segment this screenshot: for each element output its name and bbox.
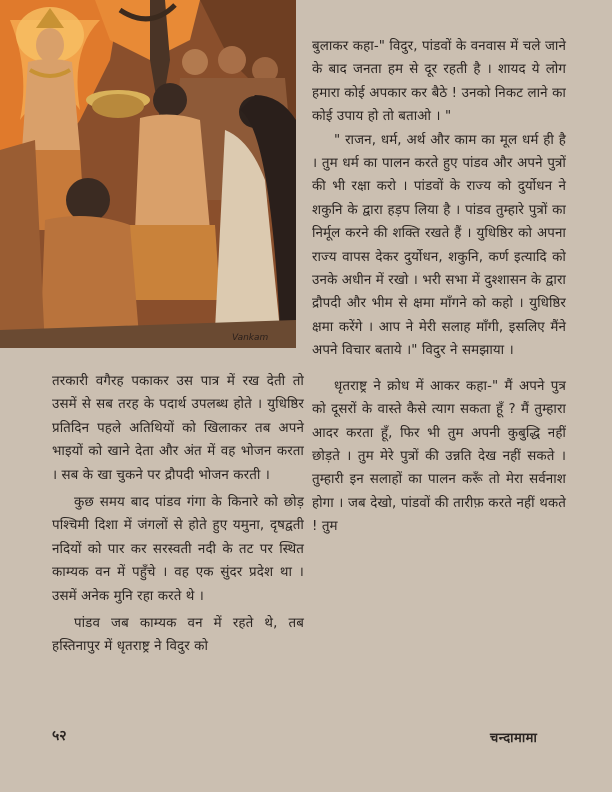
paragraph: तरकारी वगैरह पकाकर उस पात्र में रख देती तो उसमें से सब तरह के पदार्थ उपलब्ध होते । युधिष्ठिर प्रतिदिन पहले अतिथियों को खिलाकर तब अपने भाइयों को खाने देता और अंत में वह भोजन करता । सब के खा चुकने पर द्रौपदी भोजन करती । <box>52 374 304 483</box>
god-body <box>22 59 80 155</box>
right-text-column <box>312 35 566 539</box>
paragraph: " राजन, धर्म, अर्थ और काम का मूल धर्म ही है । तुम धर्म का पालन करते हुए पांडव और अपने पुत्रों की भी रक्षा करो । पांडवों के राज्य को दुर्योधन ने शकुनि के द्वारा हड़प लिया है । पांडव तुम्हारे पुत्रों का निर्मूल करने की शक्ति रखते हैं । युधिष्ठिर को अपना राज्य वापस देकर दुर्योधन, शकुनि, कर्ण इत्यादि को उनके अधीन में रखो । भरी सभा में दुश्शासन के द्वारा द्रौपदी और भीम से क्षमा माँगने को कहो । युधिष्ठिर क्षमा करेंगे । आप ने मेरी सलाह माँगी, इसलिए मैंने अपने विचार बताये ।" विदुर ने समझाया । <box>312 132 566 359</box>
central-man-dhoti <box>125 225 220 300</box>
paragraph: धृतराष्ट्र ने क्रोध में आकर कहा-" मैं अपने पुत्र को दूसरों के वास्ते कैसे त्याग सकता हूँ ? मैं तुम्हारा आदर करता हूँ, फिर भी तुम अपनी कुबुद्धि नहीं छोड़ते । तुम मेरे पुत्रों की उन्नति देख नहीं सकते । तुम्हारी इन सलाहों का पालन करूँ तो मेरा सर्वनाश होगा । जब देखो, पांडवों की तारीफ़ करते नहीं थकते ! तुम <box>312 378 566 535</box>
central-man-head <box>153 83 187 117</box>
paragraph: पांडव जब काम्यक वन में रहते थे, तब हस्तिनापुर में धृतराष्ट्र ने विदुर को <box>52 616 304 655</box>
left-man-head <box>66 178 110 222</box>
paragraph: बुलाकर कहा-" विदुर, पांडवों के वनवास में चले जाने के बाद जनता हम से दूर रहती है । शायद ये लोग हमारा कोई अपकार कर बैठे ! उनको निकट लाने का कोई उपाय हो तो बताओ । " <box>312 39 566 125</box>
central-man-back <box>135 114 210 230</box>
vessel-base <box>92 94 144 118</box>
artist-signature: Vankam <box>232 333 269 343</box>
man-head-2 <box>218 46 246 74</box>
page-number: ५२ <box>52 728 67 744</box>
illustration-art <box>0 0 296 348</box>
man-head-1 <box>182 49 208 75</box>
left-text-column <box>52 370 304 659</box>
magazine-name: चन्दामामा <box>490 731 538 746</box>
paragraph: कुछ समय बाद पांडव गंगा के किनारे को छोड़ पश्चिमी दिशा में जंगलों से होते हुए यमुना, दृषद्वती नदियों को पार कर सरस्वती नदी के तट पर स्थित काम्यक वन में पहुँचे । वह एक सुंदर प्रदेश था । उसमें अनेक मुनि रहा करते थे । <box>52 495 304 604</box>
god-head <box>36 28 64 62</box>
story-illustration <box>0 0 296 348</box>
